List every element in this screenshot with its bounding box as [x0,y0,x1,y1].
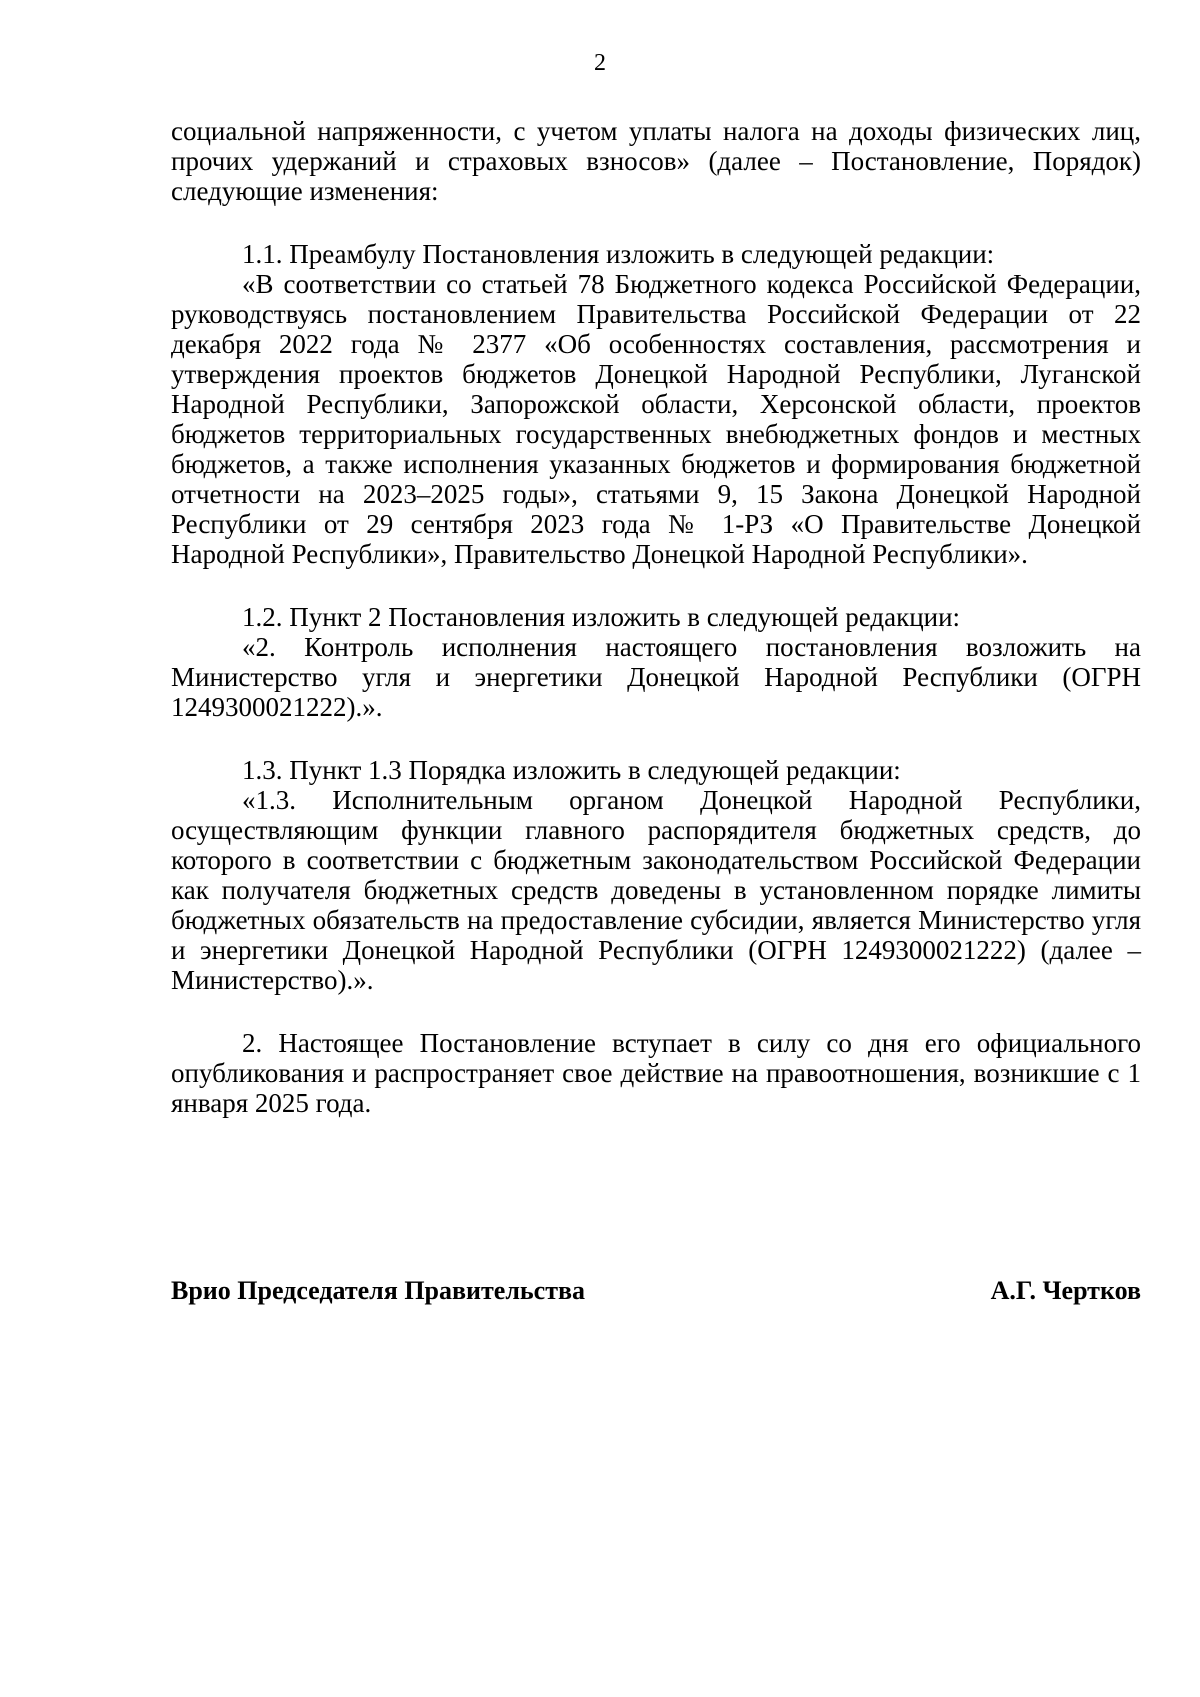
item-1-3-text: «1.3. Исполнительным органом Донецкой Народной Республики, осуществляющим функции главного распорядителя бюджетных средств, до которого в соответствии с бюджетным законодательством Российской Федерации как получателя бюджетных средств доведены в установленном порядке лимиты бюджетных обязательств на предоставление субсидии, является Министерство угля и энергетики Донецкой Народной Республики (ОГРН 1249300021222) (далее – Министерство).». [171,785,1141,995]
signatory-name: А.Г. Чертков [990,1276,1141,1305]
item-1-2-text: «2. Контроль исполнения настоящего постановления возложить на Министерство угля и энергетики Донецкой Народной Республики (ОГРН 1249300021222).». [171,632,1141,722]
signatory-position: Врио Председателя Правительства [171,1276,586,1305]
intro-paragraph: социальной напряженности, с учетом уплаты налога на доходы физических лиц, прочих удержаний и страховых взносов» (далее – Постановление, Порядок) следующие изменения: [171,116,1141,206]
item-2-text: 2. Настоящее Постановление вступает в силу со дня его официального опубликования и распространяет свое действие на правоотношения, возникшие с 1 января 2025 года. [171,1028,1141,1118]
item-1-2-heading: 1.2. Пункт 2 Постановления изложить в следующей редакции: [242,602,961,632]
page-number: 2 [594,50,606,76]
item-1-3-heading: 1.3. Пункт 1.3 Порядка изложить в следующей редакции: [242,755,901,785]
signature-block [171,1276,1141,1306]
item-1-1-text: «В соответствии со статьей 78 Бюджетного кодекса Российской Федерации, руководствуясь постановлением Правительства Российской Федерации от 22 декабря 2022 года № 2377 «Об особенностях составления, рассмотрения и утверждения проектов бюджетов Донецкой Народной Республики, Луганской Народной Республики, Запорожской области, Херсонской области, проектов бюджетов территориальных государственных внебюджетных фондов и местных бюджетов, а также исполнения указанных бюджетов и формирования бюджетной отчетности на 2023–2025 годы», статьями 9, 15 Закона Донецкой Народной Республики от 29 сентября 2023 года № 1-РЗ «О Правительстве Донецкой Народной Республики», Правительство Донецкой Народной Республики». [171,269,1141,569]
document-body [171,116,1141,1118]
item-1-1-heading: 1.1. Преамбулу Постановления изложить в следующей редакции: [242,239,995,269]
